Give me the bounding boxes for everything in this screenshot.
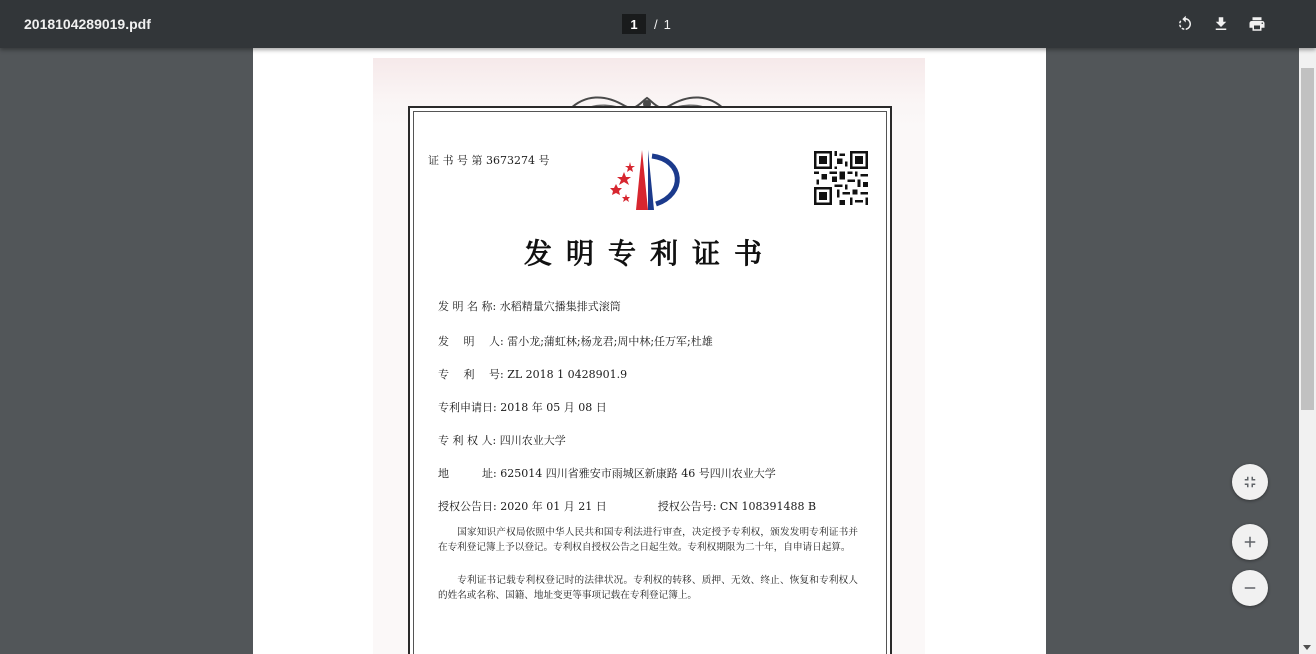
zoom-in-icon	[1241, 533, 1259, 551]
invention-name-value: 水稻精量穴播集排式滚筒	[499, 300, 621, 313]
cnipa-emblem-icon	[604, 146, 694, 216]
patentee-value: 四川农业大学	[499, 434, 566, 447]
pdf-page	[253, 48, 1046, 654]
qr-code-icon	[814, 151, 868, 205]
zoom-out-icon	[1241, 579, 1259, 597]
grant-date-label: 授权公告日:	[438, 500, 497, 513]
patentee-row	[438, 432, 566, 448]
grant-date-value: 2020 年 01 月 21 日	[500, 500, 607, 513]
grant-number-value: CN 108391488 B	[719, 500, 817, 513]
scrollbar-thumb[interactable]	[1301, 68, 1314, 410]
total-pages: 1	[663, 16, 671, 32]
filing-date-row	[438, 399, 607, 415]
vertical-scrollbar[interactable]	[1299, 0, 1316, 654]
rotate-button[interactable]	[1173, 12, 1197, 36]
grant-row	[438, 498, 816, 514]
inventors-label: 发 明 人:	[438, 335, 504, 348]
rotate-icon	[1176, 15, 1194, 33]
certificate-paragraph-2: 专利证书记载专利权登记时的法律状况。专利权的转移、质押、无效、终止、恢复和专利权人的姓名或名称、国籍、地址变更等事项记载在专利登记簿上。	[438, 575, 858, 601]
fit-to-page-button[interactable]	[1232, 464, 1268, 500]
scroll-down-icon[interactable]	[1303, 645, 1311, 650]
zoom-out-button[interactable]	[1232, 570, 1268, 606]
download-button[interactable]	[1209, 12, 1233, 36]
certificate-number: 证 书 号 第 3673274 号	[428, 154, 550, 167]
pdf-toolbar	[0, 0, 1316, 48]
inventors-value: 雷小龙;蒲虹林;杨龙君;周中林;任万军;杜雄	[507, 335, 713, 348]
download-icon	[1212, 15, 1230, 33]
inventors-row	[438, 333, 713, 349]
patent-number-label: 专 利 号:	[438, 368, 504, 381]
patentee-label: 专 利 权 人:	[438, 434, 497, 447]
page-separator: /	[654, 16, 658, 32]
page-number-input[interactable]	[622, 14, 646, 34]
patent-number-row	[438, 366, 627, 382]
fit-page-icon	[1241, 473, 1259, 491]
certificate-paragraph-1: 国家知识产权局依照中华人民共和国专利法进行审查，决定授予专利权，颁发发明专利证书并在专利登记簿上予以登记。专利权自授权公告之日起生效。专利权期限为二十年，自申请日起算。	[438, 527, 858, 553]
file-name-title: 2018104289019.pdf	[24, 16, 151, 32]
zoom-in-button[interactable]	[1232, 524, 1268, 560]
address-row	[438, 465, 776, 481]
invention-name-row	[438, 298, 621, 314]
page-counter	[622, 14, 671, 34]
print-icon	[1248, 15, 1266, 33]
print-button[interactable]	[1245, 12, 1269, 36]
filing-date-value: 2018 年 05 月 08 日	[500, 401, 607, 414]
invention-name-label: 发 明 名 称:	[438, 300, 497, 313]
certificate-title: 发明专利证书	[523, 237, 776, 270]
address-label: 地 址:	[438, 467, 497, 480]
filing-date-label: 专利申请日:	[438, 401, 497, 414]
pdf-viewer[interactable]	[0, 48, 1299, 654]
patent-number-value: ZL 2018 1 0428901.9	[507, 368, 628, 381]
patent-certificate	[408, 106, 892, 654]
grant-number-label: 授权公告号:	[657, 500, 717, 513]
address-value: 625014 四川省雅安市雨城区新康路 46 号四川农业大学	[500, 467, 776, 480]
